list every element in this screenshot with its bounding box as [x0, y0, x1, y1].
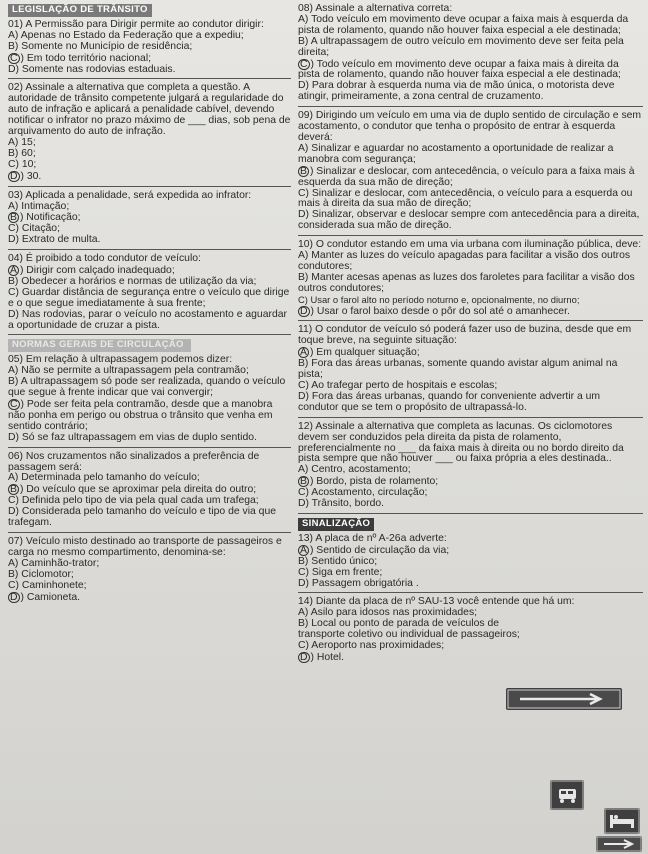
option-a: A) Apenas no Estado da Federação que a expediu; [8, 29, 244, 41]
answer-circle-mark: B [10, 212, 17, 224]
arrow-icon [596, 836, 642, 852]
option-d: D) Passagem obrigatória . [298, 577, 419, 589]
answer-circle-mark: C [10, 399, 18, 410]
option-c: C) Sinalizar e deslocar, com antecedência, o veículo para a esquerda ou mais à direita da sua mão de direção; [298, 187, 633, 210]
option-c: C) Guardar distância de segurança entre o veículo que dirige e o que segue imediatamente à sua frente; [8, 286, 290, 309]
option-b: B) Fora das áreas urbanas, somente quando avistar algum animal na pista; [298, 358, 618, 381]
question-12 [298, 422, 643, 510]
question-02 [8, 83, 291, 182]
option-d-marked: D ) 30. [10, 170, 42, 182]
option-b: B) 60; [8, 147, 36, 159]
answer-circle-mark: C [10, 52, 18, 64]
question-stem: 12) Assinale a alternativa que completa as lacunas. Os ciclomotores devem ser conduzidos pela direita da pista de rolamento, preferencialmente no ___ da faixa mais à direita ou no bordo direito da pista sempre que não houver ___ ou faixa própria a eles destinada.. [298, 420, 624, 465]
option-a: A) Não se permite a ultrapassagem pela contramão; [8, 365, 249, 377]
divider [298, 513, 643, 514]
option-b-marked: B ) Sinalizar e deslocar, com antecedência, o veículo para a faixa mais à esquerda da sua mão de direção; [298, 165, 635, 188]
option-a: A) Centro, acostamento; [298, 464, 411, 476]
question-09 [298, 111, 643, 232]
answer-circle-mark: B [10, 484, 17, 496]
sign-arrow-strip-image [596, 836, 642, 852]
divider [298, 417, 643, 418]
question-10 [298, 240, 643, 317]
question-05 [8, 355, 291, 443]
option-a: A) Asilo para idosos nas proximidades; [298, 607, 478, 619]
option-d: D) Fora das áreas urbanas, quando for conveniente advertir a um condutor que se tem o propósito de ultrapassá-lo. [298, 390, 601, 413]
question-stem: 13) A placa de nº A-26a adverte: [298, 532, 447, 544]
question-stem: 08) Assinale a alternativa correta: [298, 3, 453, 14]
question-stem: 09) Dirigindo um veículo em uma via de duplo sentido de circulação e sem acostamento, o condutor que tenha o propósito de entrar à esquerda deverá: [298, 110, 642, 143]
option-c: C) Acostamento, circulação; [298, 487, 428, 499]
option-b: B) A ultrapassagem só pode ser realizada, quando o veículo que segue à frente indicar que vai convergir; [8, 376, 286, 399]
answer-circle-mark: C [300, 58, 308, 70]
option-c-marked: C ) Pode ser feita pela contramão, desde que a manobra não ponha em perigo ou obstrua o trânsito que venha em sentido contrário; [8, 399, 273, 432]
section-tag-legislacao: LEGISLAÇÃO DE TRÂNSITO [8, 4, 152, 17]
option-c: C) Aeroporto nas proximidades; [298, 640, 445, 652]
option-a-marked: A ) Sentido de circulação da via; [300, 544, 450, 556]
question-stem: 01) A Permissão para Dirigir permite ao condutor dirigir: [8, 18, 264, 30]
option-d-marked: D ) Camioneta. [10, 591, 80, 603]
option-a: A) Intimação; [8, 200, 70, 212]
divider [298, 106, 643, 107]
question-stem: 05) Em relação à ultrapassagem podemos dizer: [8, 354, 233, 366]
option-d-marked: D ) Hotel. [300, 651, 345, 663]
option-d: D) Para dobrar à esquerda numa via de mão única, o motorista deve atingir, primeiramente, a zona central de cruzamento. [298, 80, 615, 103]
option-c: C) Citação; [8, 223, 60, 235]
option-c-marked: C ) Todo veículo em movimento deve ocupar a faixa mais à direita da pista de rolamento, quando não houver faixa especial a ele destinada; [298, 58, 621, 81]
divider [298, 235, 643, 236]
option-b: B) Local ou ponto de parada de veículos de transporte coletivo ou individual de passageiros; [298, 618, 520, 641]
option-d: D) Extrato de multa. [8, 234, 101, 246]
answer-circle-mark: D [10, 170, 18, 182]
option-c: C) Ao trafegar perto de hospitais e escolas; [298, 380, 498, 391]
right-column [298, 4, 643, 664]
option-c: C) 10; [8, 158, 37, 170]
option-b: B) A ultrapassagem de outro veículo em movimento deve ser feita pela direita; [298, 35, 624, 58]
sign-sau13-bus-image [550, 780, 584, 810]
question-06 [8, 452, 291, 529]
question-07 [8, 537, 291, 603]
question-stem: 03) Aplicada a penalidade, será expedida ao infrator: [8, 189, 252, 201]
question-01 [8, 20, 291, 76]
option-b-marked: B ) Notificação; [10, 212, 81, 224]
question-08 [298, 4, 643, 103]
question-04 [8, 254, 291, 331]
divider [298, 320, 643, 321]
right-arrow-sign-icon [506, 688, 622, 710]
option-d: D) Nas rodovias, parar o veículo no acostamento e aguardar a oportunidade de cruzar a pista. [8, 308, 287, 331]
question-11 [298, 325, 643, 413]
divider [8, 447, 291, 448]
option-d: D) Só se faz ultrapassagem em vias de duplo sentido. [8, 431, 257, 443]
option-b: B) Manter acesas apenas as luzes dos faroletes para facilitar a visão dos outros condutores; [298, 271, 635, 294]
bed-icon [604, 808, 640, 834]
option-b: B) Sentido único; [298, 555, 378, 567]
bus-stop-icon [550, 780, 584, 810]
option-a: A) Todo veículo em movimento deve ocupar a faixa mais à esquerda da pista de rolamento, quando não houver faixa especial a ele destinada; [298, 13, 629, 36]
answer-circle-mark: B [300, 476, 307, 488]
divider [8, 186, 291, 187]
answer-circle-mark: A [10, 265, 17, 277]
question-14 [298, 597, 643, 663]
option-a-marked: A ) Dirigir com calçado inadequado; [10, 265, 175, 277]
option-c: C) Definida pelo tipo de via pela qual cada um trafega; [8, 495, 259, 507]
answer-circle-mark: A [300, 544, 307, 556]
option-a: A) Manter as luzes do veículo apagadas para facilitar a visão dos outros condutores; [298, 250, 631, 272]
option-c-marked: C ) Em todo território nacional; [10, 52, 152, 64]
option-c: C) Caminhonete; [8, 579, 87, 591]
answer-circle-mark: D [300, 651, 308, 663]
section-tag-normas: NORMAS GERAIS DE CIRCULAÇÃO [8, 339, 191, 352]
question-13 [298, 534, 643, 590]
question-03 [8, 191, 291, 247]
section-tag-sinalizacao: SINALIZAÇÃO [298, 518, 374, 531]
divider [8, 334, 291, 335]
option-d: D) Somente nas rodovias estaduais. [8, 63, 176, 75]
option-a: A) Caminhão-trator; [8, 557, 100, 569]
divider [8, 249, 291, 250]
question-stem: 07) Veículo misto destinado ao transporte de passageiros e carga no mesmo compartimento, denomina-se: [8, 535, 282, 558]
sign-a26a-image [506, 688, 622, 710]
question-stem: 04) É proibido a todo condutor de veículo: [8, 253, 201, 265]
option-a: A) 15; [8, 136, 36, 148]
option-c: C) Usar o farol alto no período noturno e, opcionalmente, no diurno; [298, 293, 580, 305]
answer-circle-mark: D [300, 305, 308, 317]
option-b: B) Somente no Município de residência; [8, 40, 193, 52]
option-d-marked: D ) Usar o farol baixo desde o pôr do sol até o amanhecer. [300, 305, 570, 317]
left-column [8, 4, 291, 603]
option-a: A) Sinalizar e aguardar no acostamento a oportunidade de realizar a manobra com segurança; [298, 142, 614, 165]
option-d: D) Sinalizar, observar e deslocar sempre com antecedência para a direita, considerada sua mão de direção. [298, 209, 640, 232]
question-stem: 02) Assinale a alternativa que completa a questão. A autoridade de trânsito competente julgará a regularidade do auto de infração e aplicará a penalidade cabível, devendo notificar o infrator no prazo máximo de ___ dias, sob pena de arquivamento do auto de infração. [8, 82, 291, 138]
option-b-marked: B ) Do veículo que se aproximar pela direita do outro; [10, 484, 257, 496]
question-stem: 14) Diante da placa de nº SAU-13 você entende que há um: [298, 596, 575, 608]
answer-circle-mark: B [300, 165, 307, 177]
option-b: B) Ciclomotor; [8, 568, 74, 580]
option-a: A) Determinada pelo tamanho do veículo; [8, 472, 200, 484]
option-d: D) Considerada pelo tamanho do veículo e tipo de via que trafegam. [8, 506, 277, 529]
answer-circle-mark: A [300, 347, 307, 359]
option-b-marked: B ) Bordo, pista de rolamento; [300, 476, 439, 488]
divider [8, 532, 291, 533]
option-d: D) Trânsito, bordo. [298, 498, 385, 510]
divider [8, 78, 291, 79]
option-a-marked: A ) Em qualquer situação; [300, 347, 420, 359]
answer-circle-mark: D [10, 591, 18, 603]
question-stem: 10) O condutor estando em uma via urbana com iluminação pública, deve: [298, 239, 642, 251]
question-stem: 11) O condutor de veículo só poderá fazer uso de buzina, desde que em toque breve, na seguinte situação: [298, 324, 632, 347]
option-b: B) Obedecer a horários e normas de utilização da via; [8, 275, 257, 287]
sign-bed-image [604, 808, 640, 834]
question-stem: 06) Nos cruzamentos não sinalizados a preferência de passagem será: [8, 450, 260, 473]
option-c: C) Siga em frente; [298, 566, 383, 578]
divider [298, 592, 643, 593]
